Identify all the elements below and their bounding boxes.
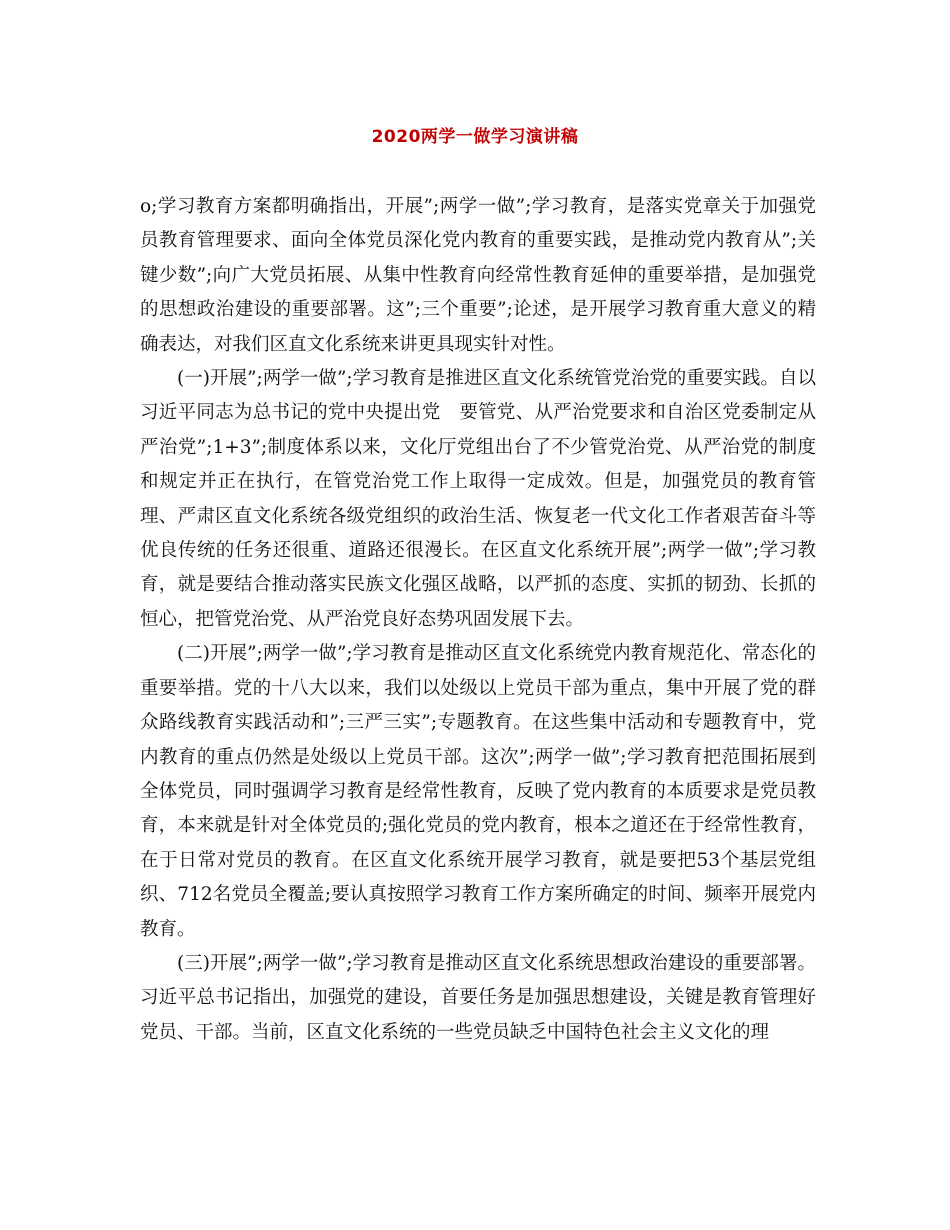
document-body	[140, 190, 816, 1050]
paragraph-section-1: (一)开展”;两学一做”;学习教育是推进区直文化系统管党治党的重要实践。自以习近平同志为总书记的党中央提出党 要管党、从严治党要求和自治区党委制定从严治党”;1+3”;制度体系以来，文化厅党组出台了不少管党治党、从严治党的制度和规定并正在执行，在管党治党工作上取得一定成效。但是，加强党员的教育管理、严肃区直文化系统各级党组织的政治生活、恢复老一代文化工作者艰苦奋斗等优良传统的任务还很重、道路还很漫长。在区直文化系统开展”;两学一做”;学习教育，就是要结合推动落实民族文化强区战略，以严抓的态度、实抓的韧劲、长抓的恒心，把管党治党、从严治党良好态势巩固发展下去。	[140, 368, 816, 630]
paragraph-section-3: (三)开展”;两学一做”;学习教育是推动区直文化系统思想政治建设的重要部署。习近平总书记指出，加强党的建设，首要任务是加强思想建设，关键是教育管理好党员、干部。当前，区直文化系统的一些党员缺乏中国特色社会主义文化的理	[140, 952, 816, 1043]
paragraph-intro: o;学习教育方案都明确指出，开展”;两学一做”;学习教育，是落实党章关于加强党员教育管理要求、面向全体党员深化党内教育的重要实践，是推动党内教育从”;关键少数”;向广大党员拓展、从集中性教育向经常性教育延伸的重要举措，是加强党的思想政治建设的重要部署。这”;三个重要”;论述，是开展学习教育重大意义的精确表达，对我们区直文化系统来讲更具现实针对性。	[140, 196, 816, 355]
document-title: 2020两学一做学习演讲稿	[371, 127, 579, 147]
paragraph-section-2: (二)开展”;两学一做”;学习教育是推动区直文化系统党内教育规范化、常态化的重要举措。党的十八大以来，我们以处级以上党员干部为重点，集中开展了党的群众路线教育实践活动和”;三严三实”;专题教育。在这些集中活动和专题教育中，党内教育的重点仍然是处级以上党员干部。这次”;两学一做”;学习教育把范围拓展到全体党员，同时强调学习教育是经常性教育，反映了党内教育的本质要求是党员教育，本来就是针对全体党员的;强化党员的党内教育，根本之道还在于经常性教育，在于日常对党员的教育。在区直文化系统开展学习教育，就是要把53个基层党组织、712名党员全覆盖;要认真按照学习教育工作方案所确定的时间、频率开展党内教育。	[140, 643, 816, 940]
